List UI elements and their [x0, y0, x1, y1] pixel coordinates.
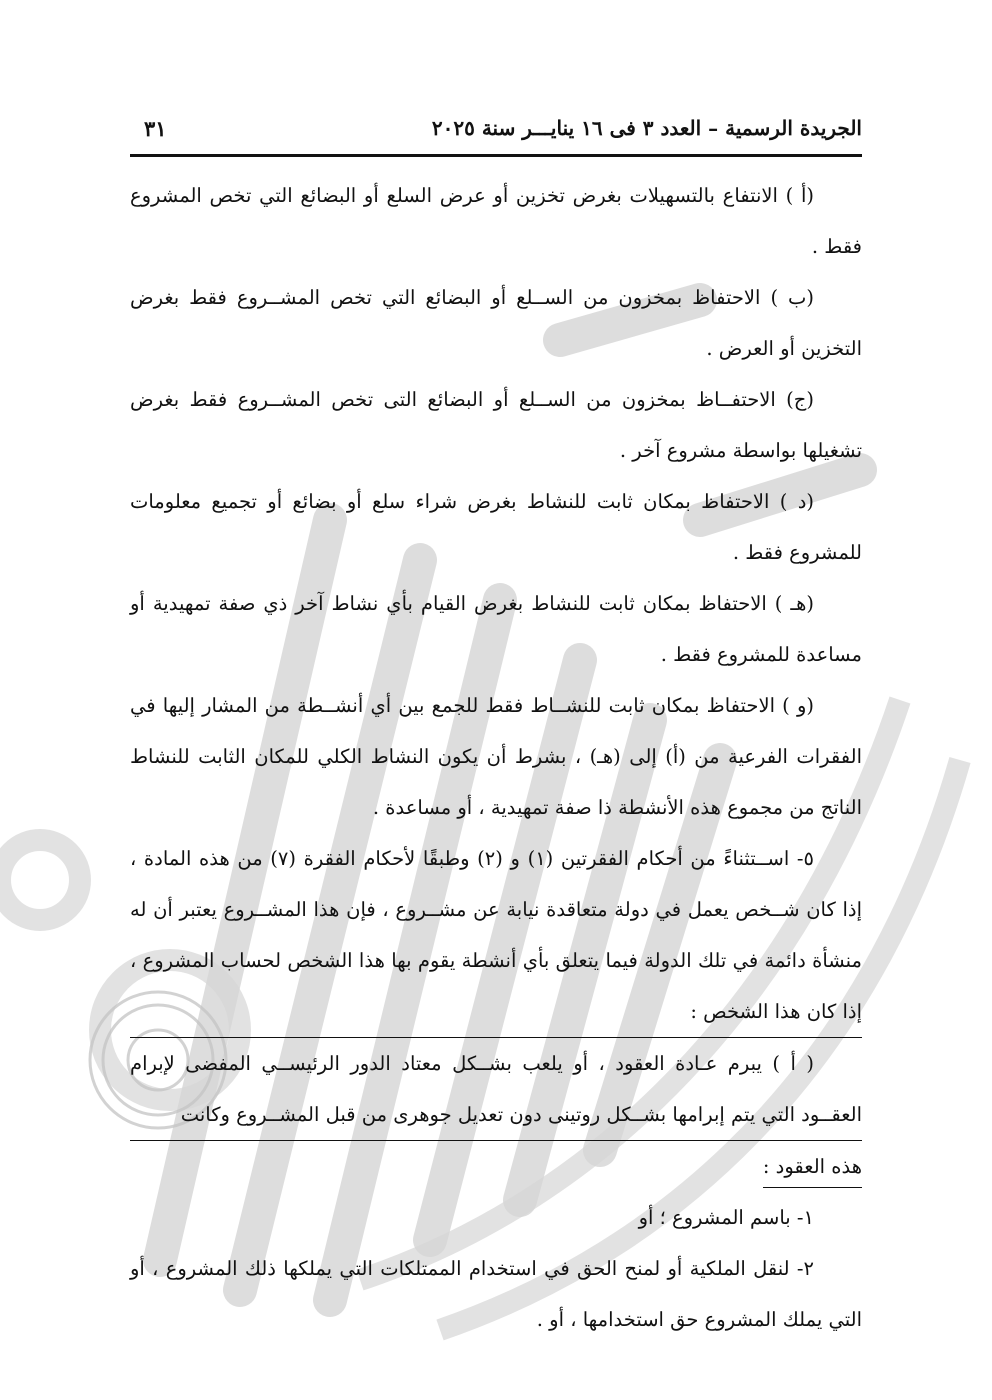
- item-2: ٢- لنقل الملكية أو لمنح الحق في استخدام الممتلكات التي يملكها ذلك المشروع ، أو التي يملك المشروع حق استخدامها ، أو .: [130, 1257, 862, 1331]
- subclause-a-underlined: ( أ ) يبرم عـادة العقود ، أو يلعب بشــكل معتاد الدور الرئيســي المفضى لإبرام العقــود التي يتم إبرامها بشــكل روتينى دون تعديل جوهرى من قبل المشــروع وكانت: [130, 1037, 862, 1141]
- gazette-title: الجريدة الرسمية – العدد ٣ فى ١٦ ينايـــر سنة ٢٠٢٥: [431, 116, 862, 140]
- item-1: ١- باسم المشروع ؛ أو: [638, 1206, 814, 1229]
- clause-a: (أ ) الانتفاع بالتسهيلات بغرض تخزين أو عرض السلع أو البضائع التي تخص المشروع فقط .: [130, 184, 862, 258]
- clause-d: (د ) الاحتفاظ بمكان ثابت للنشاط بغرض شراء سلع أو بضائع أو تجميع معلومات للمشروع فقط .: [130, 490, 862, 564]
- paragraph-5: ٥- اســتثناءً من أحكام الفقرتين (١) و (٢) وطبقًا لأحكام الفقرة (٧) من هذه المادة ، إذا كان شــخص يعمل في دولة متعاقدة نيابة عن مشــروع ، فإن هذا المشــروع يعتبر أن له منشأة دائمة في تلك الدولة فيما يتعلق بأي أنشطة يقوم بها هذا الشخص لحساب المشروع ، إذا كان هذا الشخص :: [130, 847, 862, 1023]
- clause-c: (ج) الاحتفــاظ بمخزون من الســلع أو البضائع التى تخص المشــروع فقط بغرض تشغيلها بواسطة مشروع آخر .: [130, 388, 862, 462]
- clause-e: (هـ ) الاحتفاظ بمكان ثابت للنشاط بغرض القيام بأي نشاط آخر ذي صفة تمهيدية أو مساعدة للمشروع فقط .: [130, 592, 862, 666]
- contracts-intro: [130, 1141, 862, 1192]
- contracts-intro-text: هذه العقود :: [763, 1147, 862, 1188]
- document-body: [130, 170, 862, 1345]
- clause-f: (و ) الاحتفاظ بمكان ثابت للنشــاط فقط للجمع بين أي أنشــطة من المشار إليها في الفقرات الفرعية من (أ) إلى (هـ) ، بشرط أن يكون النشاط الكلي للمكان الثابت للنشاط الناتج من مجموع هذه الأنشطة ذا صفة تمهيدية ، أو مساعدة .: [130, 694, 862, 819]
- page-header: [130, 112, 862, 157]
- clause-b: (ب ) الاحتفاظ بمخزون من الســلع أو البضائع التي تخص المشــروع فقط بغرض التخزين أو العرض .: [130, 286, 862, 360]
- page-number: ٣١: [144, 116, 167, 141]
